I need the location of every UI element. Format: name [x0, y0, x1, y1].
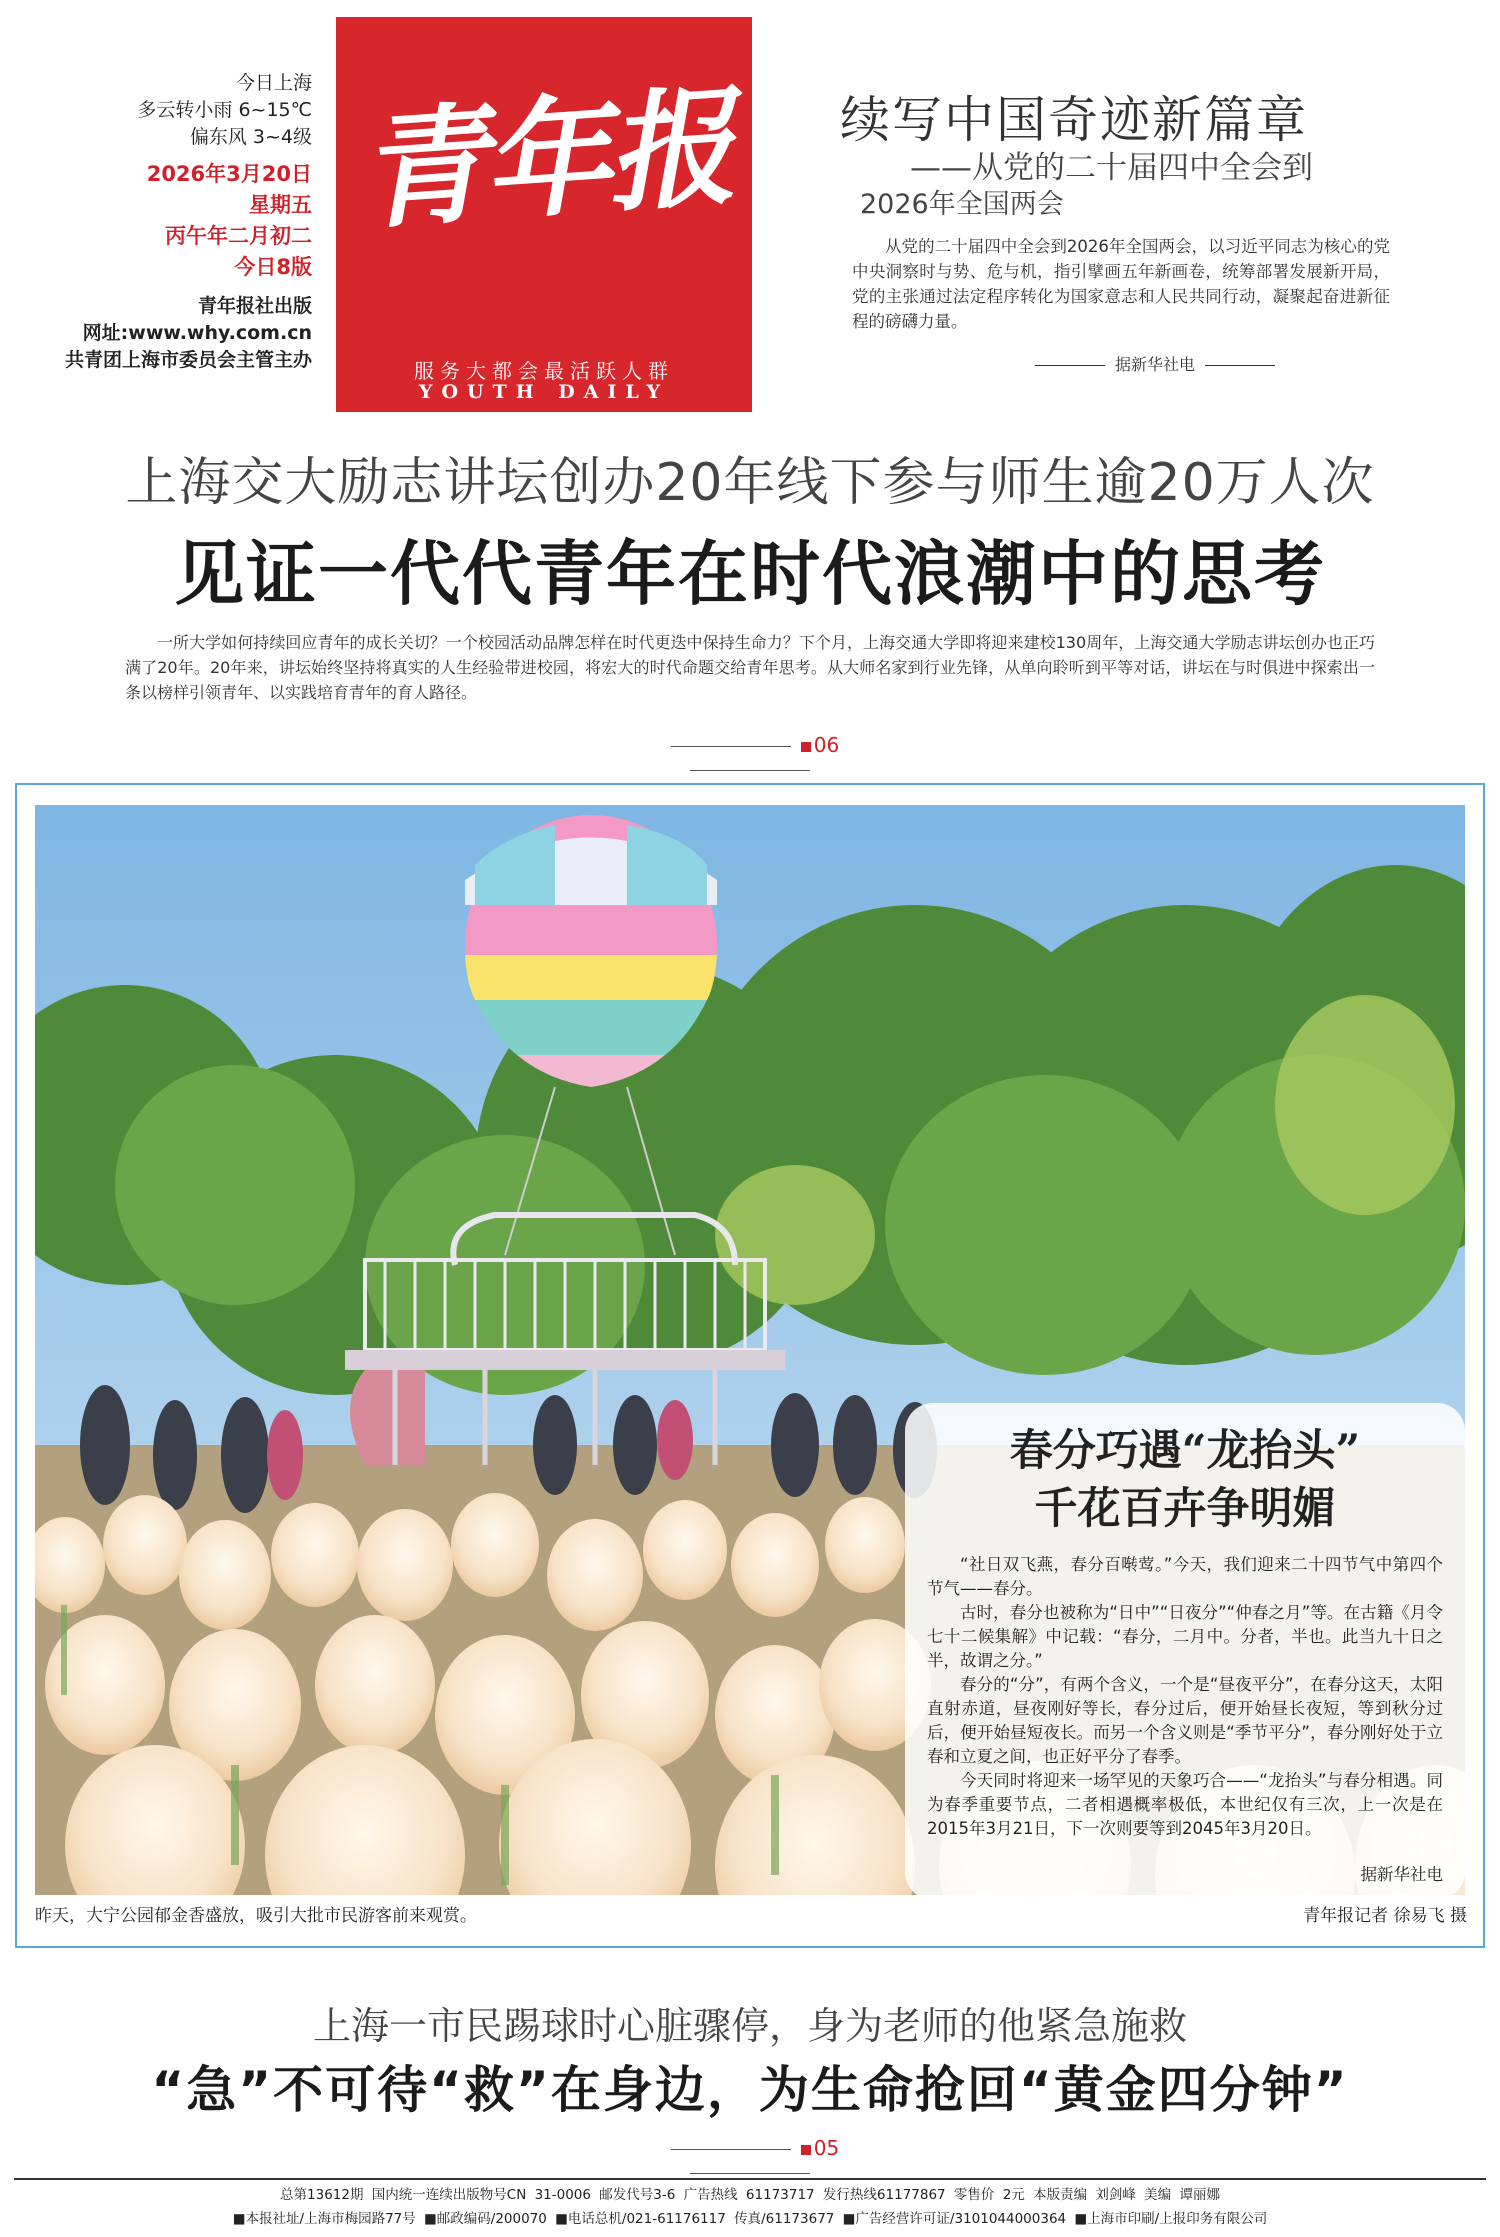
issue-weekday: 星期五: [249, 193, 312, 217]
masthead-info: [40, 70, 312, 374]
website: 网址:www.why.com.cn: [82, 322, 312, 344]
photo-credit: 青年报记者 徐易飞 摄: [1303, 1906, 1467, 1926]
photo-story-paragraph: 古时，春分也被称为“日中”“日夜分”“仲春之月”等。在古籍《月令七十二候集解》中记载：“春分，二月中。分者，半也。此当九十日之半，故谓之分。”: [927, 1603, 1443, 1670]
headline-2-title[interactable]: “急”不可待“救”在身边，为生命抢回“黄金四分钟”: [151, 2061, 1349, 2119]
headline-1-subtitle: 上海交大励志讲坛创办20年线下参与师生逾20万人次: [125, 453, 1375, 513]
issue-date: 2026年3月20日: [146, 162, 312, 186]
lead-body: 从党的二十届四中全会到2026年全国两会，以习近平同志为核心的党中央洞察时与势、危与机，指引擘画五年新画卷，统筹部署发展新开局，党的主张通过法定程序转化为国家意志和人民共同行动，凝聚起奋进新征程的磅礴力量。: [852, 237, 1390, 331]
photo-story-paragraph: 今天同时将迎来一场罕见的天象巧合——“龙抬头”与春分相遇。同为春季重要节点，二者相遇概率极低，本世纪仅有三次，上一次是在2015年3月21日，下一次则要等到2045年3月20日。: [927, 1771, 1443, 1838]
footer-divider: [14, 2178, 1486, 2180]
photo-story-paragraph: 春分的“分”，有两个含义，一个是“昼夜平分”，在春分这天，太阳直射赤道，昼夜刚好等长，春分过后，便开始昼长夜短，等到秋分过后，便开始昼短夜长。而另一个含义则是“季节平分”，春分刚好处于立春和立夏之间，也正好平分了春季。: [927, 1675, 1443, 1766]
headline-2-page-ref[interactable]: [595, 2136, 905, 2184]
weather-desc: 多云转小雨 6~15℃: [137, 99, 312, 121]
logo-english-name: YOUTH DAILY: [418, 381, 670, 403]
photo-story-title-line-2: 千花百卉争明媚: [1034, 1484, 1336, 1534]
photo-story-body: [927, 1553, 1443, 1841]
footer-publication-info: 总第13612期 国内统一连续出版物号CN 31-0006 邮发代号3-6 广告热线 61173717 发行热线61177867 零售价 2元 本版责编 刘剑峰 美编 谭丽娜: [280, 2187, 1220, 2203]
issue-lunar-date: 丙午年二月初二: [165, 224, 312, 248]
weather-city: 今日上海: [235, 72, 312, 94]
headline-2-subtitle: 上海一市民踢球时心脏骤停，身为老师的他紧急施救: [312, 2004, 1187, 2048]
sponsor: 共青团上海市委员会主管主办: [64, 349, 312, 371]
photo-story-title: 春分巧遇“龙抬头”: [1009, 1426, 1361, 1476]
lead-title: 续写中国奇迹新篇章: [840, 91, 1308, 149]
lead-source: [990, 352, 1320, 375]
tulip-balloon-photo: [35, 805, 1465, 1895]
photo-caption: 昨天，大宁公园郁金香盛放，吸引大批市民游客前来观赏。: [35, 1906, 477, 1926]
weather-wind: 偏东风 3~4级: [189, 126, 312, 148]
headline-1-title[interactable]: 见证一代代青年在时代浪潮中的思考: [174, 533, 1326, 615]
headline-1-page-number: 06: [813, 733, 840, 757]
headline-1-page-ref[interactable]: [595, 733, 905, 781]
issue-edition-count: 今日8版: [234, 255, 312, 279]
lead-source-text: 据新华社电: [1114, 355, 1195, 374]
photo-story-paragraph: “社日双飞燕，春分百啭莺。”今天，我们迎来二十四节气中第四个节气——春分。: [927, 1555, 1443, 1598]
lead-subtitle-2: 2026年全国两会: [860, 189, 1064, 220]
logo-calligraphy: 青年报: [353, 72, 736, 248]
publisher: 青年报社出版: [197, 295, 312, 317]
photo-story-source: 据新华社电: [1360, 1865, 1443, 1884]
page-marker-icon: [801, 2145, 811, 2155]
newspaper-logo: [336, 17, 752, 412]
page-marker-icon: [801, 742, 811, 752]
headline-1-body: 一所大学如何持续回应青年的成长关切？一个校园活动品牌怎样在时代更迭中保持生命力？下个月，上海交通大学即将迎来建校130周年，上海交通大学励志讲坛创办也正巧满了20年。20年来，讲坛始终坚持将真实的人生经验带进校园，将宏大的时代命题交给青年思考。从大师名家到行业先锋，从单向聆听到平等对话，讲坛在与时俱进中探索出一条以榜样引领青年、以实践培育青年的育人路径。: [125, 633, 1375, 702]
photo-story-article: [905, 1403, 1465, 1895]
headline-2-page-number: 05: [813, 2136, 840, 2160]
lead-subtitle: ——从党的二十届四中全会到: [910, 150, 1313, 186]
photo-story-frame: [15, 783, 1485, 1948]
footer-contact-info: ■本报社址/上海市梅园路77号 ■邮政编码/200070 ■电话总机/021-61176117 传真/61173677 ■广告经营许可证/3101044000364 ■上海市印刷/上报印务有限公司: [232, 2211, 1268, 2227]
logo-slogan: 服务大都会最活跃人群: [414, 359, 674, 383]
